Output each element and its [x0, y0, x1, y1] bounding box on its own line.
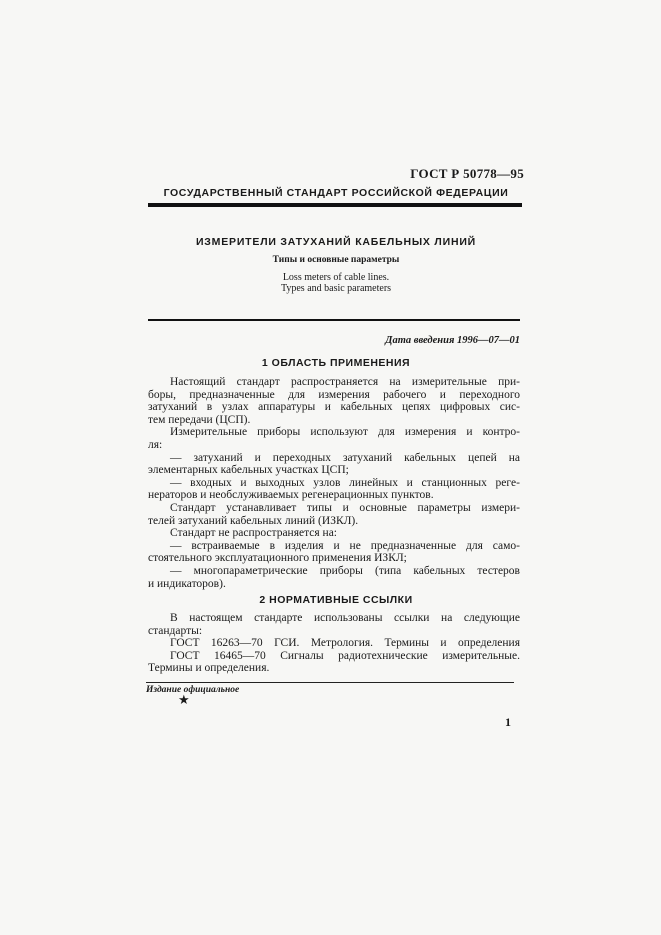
paragraph-line: и индикаторов).	[148, 577, 226, 590]
official-edition-label: Издание официальное	[146, 685, 240, 695]
document-title: ИЗМЕРИТЕЛИ ЗАТУХАНИЙ КАБЕЛЬНЫХ ЛИНИЙ	[195, 236, 477, 248]
document-subtitle: Типы и основные параметры	[272, 255, 400, 265]
footer-divider	[146, 682, 514, 683]
title-divider	[148, 319, 520, 321]
document-number: ГОСТ Р 50778—95	[410, 166, 524, 181]
paragraph-line: боры, предназначенные для измерения рабочего и переходного	[148, 388, 520, 401]
header-divider	[148, 203, 522, 207]
paragraph-line: ля:	[148, 438, 163, 451]
paragraph-line: Стандарт не распространяется на:	[170, 527, 337, 540]
introduction-date: Дата введения 1996—07—01	[385, 335, 520, 346]
paragraph-line: тем передачи (ЦСП).	[148, 413, 251, 426]
reference-line: ГОСТ 16465—70 Сигналы радиотехнические измерительные.	[170, 649, 520, 662]
paragraph-line: В настоящем стандарте использованы ссылки на следующие	[170, 612, 520, 624]
paragraph-line: — входных и выходных узлов линейных и станционных регe-	[170, 476, 520, 489]
paragraph-line: нераторов и необслуживаемых регенерационных пунктов.	[148, 489, 434, 502]
section-1-body	[148, 376, 520, 590]
state-standard-heading: ГОСУДАРСТВЕННЫЙ СТАНДАРТ РОССИЙСКОЙ ФЕДЕРАЦИИ	[163, 187, 509, 199]
star-icon: ★	[178, 692, 190, 707]
paragraph-line: Настоящий стандарт распространяется на измерительные при-	[170, 376, 520, 388]
section-1-heading: 1 ОБЛАСТЬ ПРИМЕНЕНИЯ	[261, 357, 411, 369]
paragraph-line: затуханий в узлах аппаратуры и кабельных цепях цифровых сис-	[148, 401, 520, 414]
paragraph-line: телей затуханий кабельных линий (ИЗКЛ).	[148, 514, 359, 527]
paragraph-line: Измерительные приборы используют для измерения и контро-	[170, 426, 520, 439]
reference-line: ГОСТ 16263—70 ГСИ. Метрология. Термины и определения	[170, 637, 520, 650]
paragraph-line: — встраиваемые в изделия и не предназначенные для само-	[170, 539, 520, 552]
section-2-body	[148, 612, 520, 675]
section-2-heading: 2 НОРМАТИВНЫЕ ССЫЛКИ	[259, 594, 413, 606]
paragraph-line: Стандарт устанавливает типы и основные параметры измери-	[170, 501, 520, 514]
page-number: 1	[505, 715, 511, 729]
reference-line: Термины и определения.	[148, 662, 270, 675]
paragraph-line: элементарных кабельных участках ЦСП;	[148, 464, 349, 477]
english-title-line-2: Types and basic parameters	[280, 283, 392, 294]
paragraph-line: — затуханий и переходных затуханий кабельных цепей на	[170, 451, 520, 464]
paragraph-line: — многопараметрические приборы (типа кабельных тестеров	[170, 564, 520, 577]
paragraph-line: стандарты:	[148, 624, 203, 637]
paragraph-line: стоятельного эксплуатационного применения ИЗКЛ;	[148, 552, 407, 565]
english-title-line-1: Loss meters of cable lines.	[282, 272, 390, 283]
